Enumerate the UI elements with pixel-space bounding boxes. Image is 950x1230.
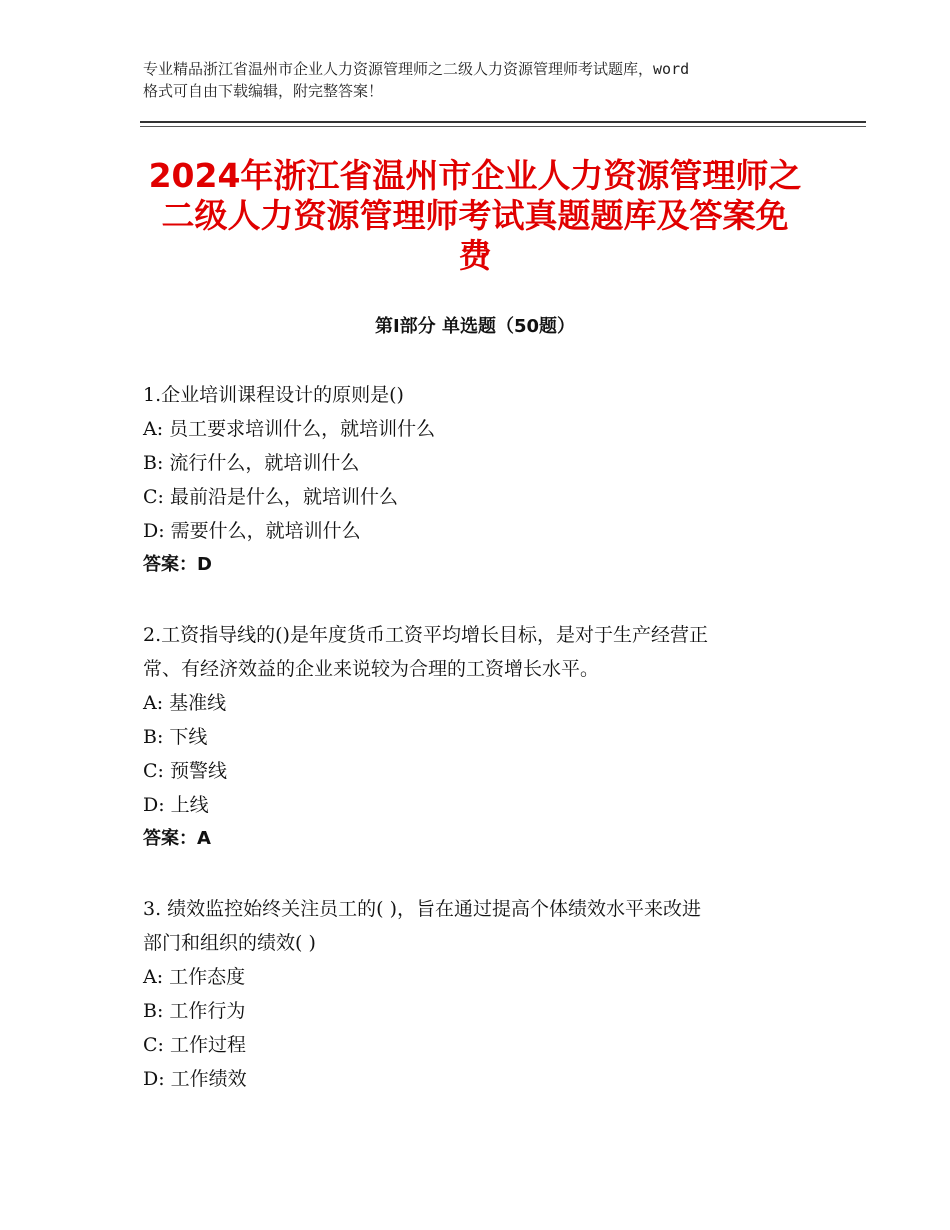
title-line-2: 二级人力资源管理师考试真题题库及答案免 [161, 196, 789, 235]
option-b: B: 流行什么，就培训什么 [143, 452, 360, 474]
title-line-1: 2024年浙江省温州市企业人力资源管理师之 [148, 156, 802, 195]
document-title [120, 156, 830, 276]
option-a: A: 员工要求培训什么，就培训什么 [143, 418, 436, 440]
answer-label: 答案：A [143, 828, 211, 849]
question-stem-line-1: 3. 绩效监控始终关注员工的( )，旨在通过提高个体绩效水平来改进 [143, 898, 702, 920]
option-a: A: 工作态度 [143, 966, 246, 988]
question-2 [143, 618, 823, 856]
question-stem-line-1: 2.工资指导线的()是年度货币工资平均增长目标，是对于生产经营正 [143, 624, 708, 646]
header-divider-thick [140, 121, 866, 123]
option-b: B: 工作行为 [143, 1000, 246, 1022]
header-note [143, 58, 823, 102]
question-stem-line-2: 部门和组织的绩效( ) [143, 932, 316, 954]
header-divider-thin [140, 126, 866, 127]
option-d: D: 工作绩效 [143, 1068, 247, 1090]
question-3 [143, 892, 823, 1096]
question-1 [143, 378, 823, 582]
option-c: C: 最前沿是什么，就培训什么 [143, 486, 398, 508]
header-note-line-2: 格式可自由下载编辑，附完整答案！ [143, 82, 384, 100]
question-stem: 1.企业培训课程设计的原则是() [143, 384, 404, 406]
header-note-line-1: 专业精品浙江省温州市企业人力资源管理师之二级人力资源管理师考试题库，word [143, 60, 690, 78]
option-c: C: 工作过程 [143, 1034, 246, 1056]
option-c: C: 预警线 [143, 760, 227, 782]
option-a: A: 基准线 [143, 692, 227, 714]
question-stem-line-2: 常、有经济效益的企业来说较为合理的工资增长水平。 [143, 658, 600, 680]
option-d: D: 需要什么，就培训什么 [143, 520, 361, 542]
title-line-3: 费 [458, 236, 492, 275]
answer-label: 答案：D [143, 554, 212, 575]
section-title: 第Ⅰ部分 单选题（50题） [374, 316, 575, 337]
option-d: D: 上线 [143, 794, 209, 816]
option-b: B: 下线 [143, 726, 208, 748]
